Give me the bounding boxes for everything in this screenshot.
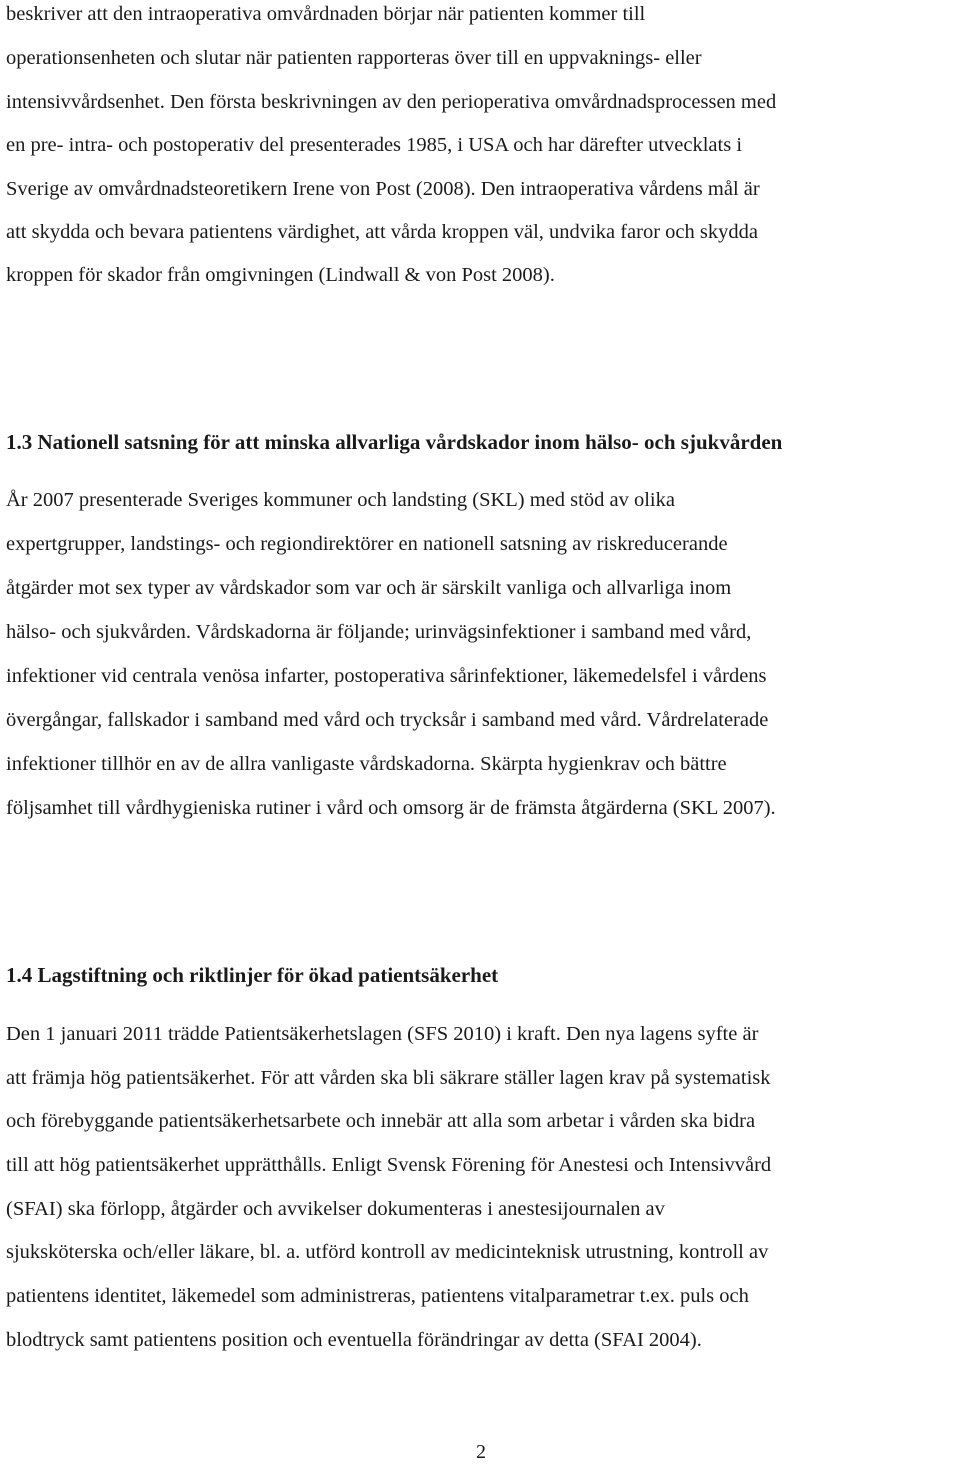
paragraph-line: (SFAI) ska förlopp, åtgärder och avvikelser dokumenteras i anestesijournalen av bbox=[6, 1198, 665, 1220]
paragraph-line: en pre- intra- och postoperativ del presenterades 1985, i USA och har därefter utvecklats i bbox=[6, 134, 743, 156]
paragraph-line: beskriver att den intraoperativa omvårdnaden börjar när patienten kommer till bbox=[6, 3, 646, 25]
paragraph-line: operationsenheten och slutar när patienten rapporteras över till en uppvaknings- eller bbox=[6, 47, 702, 69]
paragraph-line: intensivvårdsenhet. Den första beskrivningen av den perioperativa omvårdnadsprocessen med bbox=[6, 91, 777, 113]
paragraph-line: patientens identitet, läkemedel som administreras, patientens vitalparametrar t.ex. puls och bbox=[6, 1285, 749, 1307]
paragraph-line: hälso- och sjukvården. Vårdskadorna är följande; urinvägsinfektioner i samband med vård, bbox=[6, 621, 752, 643]
paragraph-line: expertgrupper, landstings- och regiondirektörer en nationell satsning av riskreducerande bbox=[6, 533, 728, 555]
paragraph-line: och förebyggande patientsäkerhetsarbete och innebär att alla som arbetar i vården ska bidra bbox=[6, 1110, 756, 1132]
paragraph-line: att skydda och bevara patientens värdighet, att vårda kroppen väl, undvika faror och skydda bbox=[6, 221, 758, 243]
paragraph-line: sjuksköterska och/eller läkare, bl. a. utförd kontroll av medicinteknisk utrustning, kontroll av bbox=[6, 1241, 769, 1263]
paragraph-line: till att hög patientsäkerhet upprätthålls. Enligt Svensk Förening för Anestesi och Intensivvård bbox=[6, 1154, 772, 1176]
paragraph-line: följsamhet till vårdhygieniska rutiner i vård och omsorg är de främsta åtgärderna (SKL 2007). bbox=[6, 797, 776, 819]
paragraph-line: övergångar, fallskador i samband med vård och trycksår i samband med vård. Vårdrelaterade bbox=[6, 709, 769, 731]
section-heading: 1.3 Nationell satsning för att minska allvarliga vårdskador inom hälso- och sjukvården bbox=[6, 430, 783, 454]
paragraph-line: Sverige av omvårdnadsteoretikern Irene von Post (2008). Den intraoperativa vårdens mål är bbox=[6, 178, 760, 200]
paragraph-line: infektioner tillhör en av de allra vanligaste vårdskadorna. Skärpta hygienkrav och bättre bbox=[6, 753, 727, 775]
paragraph-line: År 2007 presenterade Sveriges kommuner och landsting (SKL) med stöd av olika bbox=[6, 489, 675, 511]
paragraph-line: åtgärder mot sex typer av vårdskador som var och är särskilt vanliga och allvarliga inom bbox=[6, 577, 732, 599]
paragraph-line: Den 1 januari 2011 trädde Patientsäkerhetslagen (SFS 2010) i kraft. Den nya lagens syfte är bbox=[6, 1023, 759, 1045]
paragraph-line: infektioner vid centrala venösa infarter, postoperativa sårinfektioner, läkemedelsfel i vårdens bbox=[6, 665, 767, 687]
paragraph-line: att främja hög patientsäkerhet. För att vården ska bli säkrare ställer lagen krav på systematisk bbox=[6, 1067, 771, 1089]
page-number: 2 bbox=[476, 1441, 486, 1463]
paragraph-line: kroppen för skador från omgivningen (Lindwall & von Post 2008). bbox=[6, 264, 555, 286]
paragraph-line: blodtryck samt patientens position och eventuella förändringar av detta (SFAI 2004). bbox=[6, 1329, 702, 1351]
section-heading: 1.4 Lagstiftning och riktlinjer för ökad patientsäkerhet bbox=[6, 963, 499, 987]
